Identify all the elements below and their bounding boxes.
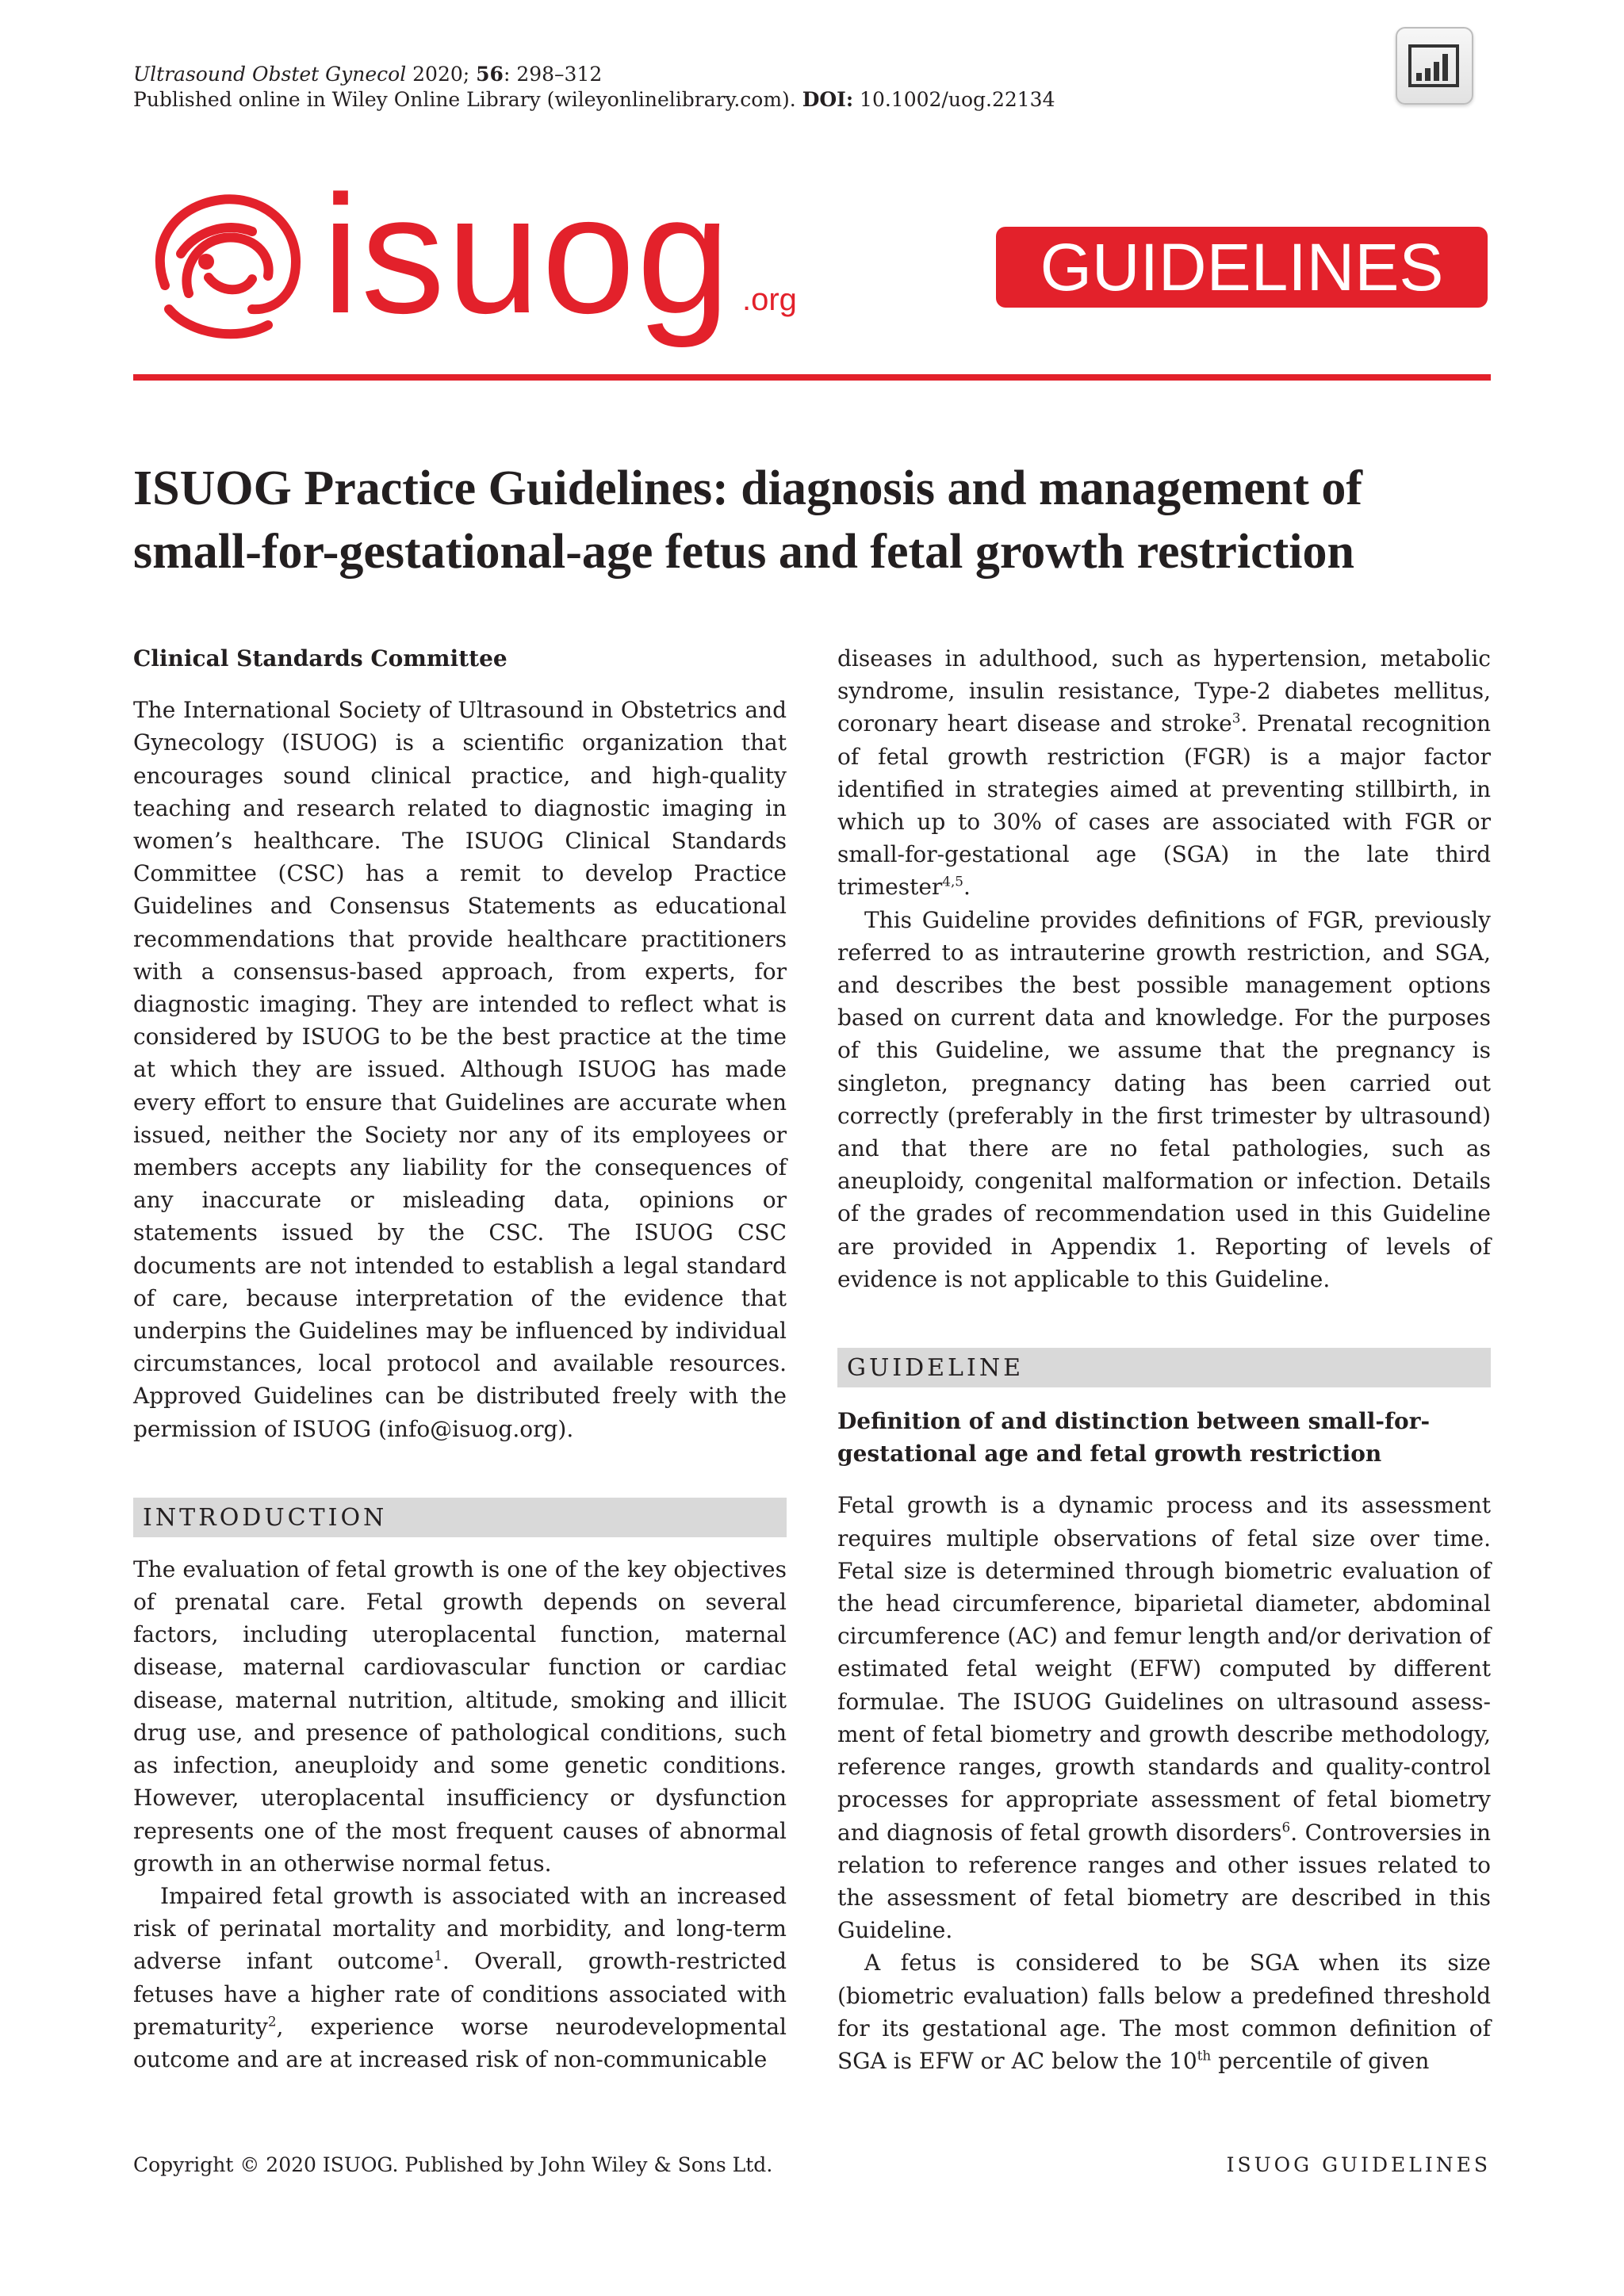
metrics-icon: [1397, 29, 1472, 103]
sga-definition-paragraph: A fetus is considered to be SGA when its size (biometric evaluation) falls below a predefined threshold for its gestational age. The most common definition of SGA is EFW or AC below the 10th percentile of given: [837, 1950, 1491, 2074]
logo-tld: .org: [742, 282, 797, 317]
disclaimer-paragraph: The International Society of Ultrasound in Obstetrics and Gynecology (ISUOG) is a scientific organization that encourages sound clinical practice, and high-quality teaching and research related to diagnostic imaging in women’s healthcare. The ISUOG Clinical Standards Committee (CSC) has a remit to develop Practice Guidelines and Consensus Statements as educational recommendations that provide healthcare practitioners with a consensus-based approach, from experts, for diagnostic imaging. They are intended to reflect what is considered by ISUOG to be the best practice at the time at which they are issued. Although ISUOG has made every effort to ensure that Guidelines are accurate when issued, neither the Society nor any of its employees or members accepts any liability for the consequences of any inaccurate or misleading data, opinions or statements issued by the CSC. The ISUOG CSC documents are not intended to establish a legal standard of care, because interpretation of the evidence that underpins the Guidelines may be influenced by individual circumstances, local protocol and available resources. Approved Guidelines can be distributed freely with the permission of ISUOG (info@isuog.org).: [133, 697, 787, 1442]
scope-paragraph: This Guideline provides definitions of FGR, previously referred to as intrauterine growth restriction, and SGA, and describes the best possible management options based on current data and knowledge. For the purposes of this Guideline, we assume that the pregnancy is singleton, pregnancy dating has been carried out correctly (preferably in the first trimester by ultrasound) and that there are no fetal pathologies, such as aneuploidy, congenital malformation or infection. Details of the grades of recommendation used in this Guideline are provided in Appendix 1. Reporting of levels of evidence is not applicable to this Guideline.: [837, 906, 1491, 1292]
isuog-logo[interactable]: [133, 160, 815, 357]
introduction-paragraph-1: The evaluation of fetal growth is one of the key objectives of prenatal care. Fetal growth depends on several factors, including uteroplacental function, maternal disease, maternal cardiovascular function or cardiac disease, maternal nutrition, altitude, smoking and illicit drug use, and presence of pathological conditions, such as infection, aneuploidy and some genetic conditions. However, uteroplacental insufficiency or dysfunction represents one of the most frequent causes of abnormal growth in an otherwise normal fetus.: [133, 1556, 787, 1877]
citation-6[interactable]: 6: [1281, 1819, 1291, 1835]
section-heading-guideline: GUIDELINE: [837, 1348, 1491, 1387]
article-metrics-badge[interactable]: [1396, 27, 1473, 105]
citation-3[interactable]: 3: [1231, 710, 1241, 727]
left-column: [133, 642, 787, 2076]
section-heading-introduction: INTRODUCTION: [133, 1498, 787, 1537]
citation-1[interactable]: 1: [434, 1947, 442, 1964]
continued-paragraph: diseases in adulthood, such as hypertension, metabolic syndrome, insulin resistance, Type-2 diabetes mellitus, coronary heart disease and stroke$^3$. Prenatal recognition of fetal growth restriction (FGR) is a major factor identified in strategies aimed at preventing stillbirth, in which up to 30% of cases are associated with FGR or small-for-gestational age (SGA) in the late third trimester$^{4,5}$.: [837, 645, 1491, 901]
guidelines-badge: GUIDELINES: [996, 227, 1488, 308]
growth-paragraph: Fetal growth is a dynamic process and its assessment requires multiple observations of fetal size over time. Fetal size is determined through biometric evaluation of the head circumference, biparietal diameter, abdominal circumference (AC) and femur length and/or derivation of estimated fetal weight (EFW) computed by different formulae. The ISUOG Guidelines on ultrasound assessment of fetal biometry and growth describe methodology, reference ranges, growth standards and quality-control processes for appropriate assessment of fetal biometry and diagnosis of fetal growth disorders$^6$. Controversies in relation to reference ranges and other issues related to the assessment of fetal biometry are described in this Guideline.: [837, 1492, 1491, 1944]
copyright-notice: Copyright © 2020 ISUOG. Published by John Wiley & Sons Ltd.: [133, 2153, 773, 2176]
introduction-paragraph-2: Impaired fetal growth is associated with an increased risk of perinatal mortality and morbidity, and long-term adverse infant outcome$^1$. Overall, growth-restricted fetuses have a higher rate of conditions associated with prematurity$^2$, experience worse neurodevelopmental outcome and are at increased risk of non-communicable: [133, 1882, 787, 2072]
citation-2[interactable]: 2: [267, 2013, 277, 2030]
subsection-heading: Definition of and distinction between small-for- gestational age and fetal growth restriction: [837, 1408, 1431, 1468]
title-line-2: small-for-gestational-age fetus and fetal growth restriction: [133, 525, 1354, 579]
page-title: [133, 457, 1497, 584]
isuog-emblem-icon: [133, 174, 316, 357]
publication-info: Published online in Wiley Online Library (wileyonlinelibrary.com). DOI: 10.1002/uog.22134: [133, 88, 1055, 111]
journal-citation: Ultrasound Obstet Gynecol 2020; 56: 298–312: [133, 63, 603, 86]
header-divider: [133, 374, 1491, 381]
committee-heading: Clinical Standards Committee: [133, 645, 508, 672]
logo-wordmark: isuog: [322, 160, 732, 348]
citation-4-5[interactable]: 4,5: [942, 874, 963, 890]
running-title: ISUOG GUIDELINES: [1226, 2153, 1491, 2176]
title-line-1: ISUOG Practice Guidelines: diagnosis and management of: [133, 461, 1363, 515]
right-column: [837, 642, 1491, 2077]
